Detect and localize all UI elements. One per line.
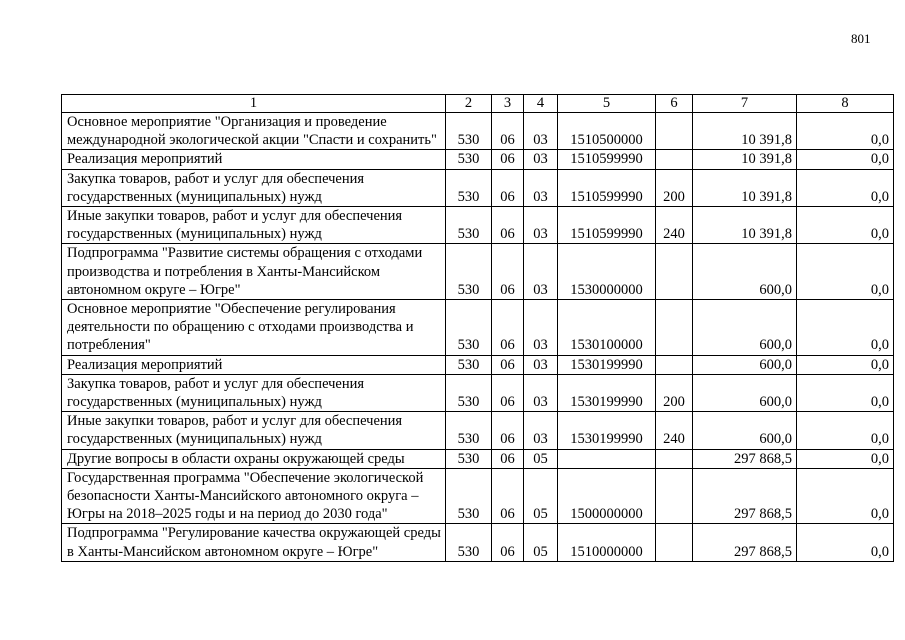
code-cell-6: 240 (656, 207, 693, 244)
code-cell-4: 03 (524, 150, 558, 169)
code-cell-4: 05 (524, 449, 558, 468)
row-name-cell: Иные закупки товаров, работ и услуг для обеспечения государственных (муниципальных) нужд (62, 412, 446, 449)
code-cell-3: 06 (492, 468, 524, 524)
code-cell-5: 1500000000 (558, 468, 656, 524)
row-name-cell: Государственная программа "Обеспечение экологической безопасности Ханты-Мансийского автономного округа – Югры на 2018–2025 годы и на период до 2030 года" (62, 468, 446, 524)
amount-cell-8: 0,0 (797, 524, 894, 561)
table-row (62, 524, 894, 561)
code-cell-3: 06 (492, 524, 524, 561)
code-cell-2: 530 (446, 113, 492, 150)
code-cell-5: 1530000000 (558, 244, 656, 300)
column-header: 6 (656, 95, 693, 113)
table-header-row (62, 95, 894, 113)
code-cell-3: 06 (492, 449, 524, 468)
amount-cell-7: 297 868,5 (693, 449, 797, 468)
code-cell-4: 03 (524, 244, 558, 300)
row-name-cell: Закупка товаров, работ и услуг для обеспечения государственных (муниципальных) нужд (62, 169, 446, 206)
code-cell-2: 530 (446, 150, 492, 169)
amount-cell-8: 0,0 (797, 374, 894, 411)
code-cell-3: 06 (492, 355, 524, 374)
table-row (62, 169, 894, 206)
code-cell-6 (656, 113, 693, 150)
code-cell-4: 03 (524, 374, 558, 411)
code-cell-4: 03 (524, 207, 558, 244)
column-header: 7 (693, 95, 797, 113)
code-cell-5: 1530100000 (558, 300, 656, 356)
code-cell-6 (656, 449, 693, 468)
page-number: 801 (851, 31, 871, 46)
code-cell-4: 03 (524, 412, 558, 449)
amount-cell-8: 0,0 (797, 150, 894, 169)
code-cell-2: 530 (446, 244, 492, 300)
code-cell-3: 06 (492, 113, 524, 150)
amount-cell-7: 600,0 (693, 355, 797, 374)
code-cell-6 (656, 524, 693, 561)
code-cell-3: 06 (492, 244, 524, 300)
code-cell-4: 03 (524, 113, 558, 150)
code-cell-4: 05 (524, 468, 558, 524)
amount-cell-8: 0,0 (797, 300, 894, 356)
code-cell-2: 530 (446, 468, 492, 524)
amount-cell-7: 600,0 (693, 244, 797, 300)
table-row (62, 113, 894, 150)
code-cell-5: 1510500000 (558, 113, 656, 150)
code-cell-6 (656, 355, 693, 374)
column-header: 3 (492, 95, 524, 113)
column-header: 8 (797, 95, 894, 113)
code-cell-3: 06 (492, 412, 524, 449)
amount-cell-8: 0,0 (797, 449, 894, 468)
code-cell-6 (656, 244, 693, 300)
column-header: 1 (62, 95, 446, 113)
row-name-cell: Закупка товаров, работ и услуг для обеспечения государственных (муниципальных) нужд (62, 374, 446, 411)
code-cell-2: 530 (446, 374, 492, 411)
table-row (62, 468, 894, 524)
amount-cell-8: 0,0 (797, 169, 894, 206)
amount-cell-8: 0,0 (797, 355, 894, 374)
code-cell-4: 03 (524, 169, 558, 206)
amount-cell-8: 0,0 (797, 412, 894, 449)
budget-table (61, 94, 894, 562)
code-cell-2: 530 (446, 300, 492, 356)
code-cell-6 (656, 468, 693, 524)
column-header: 4 (524, 95, 558, 113)
code-cell-2: 530 (446, 524, 492, 561)
code-cell-5 (558, 449, 656, 468)
amount-cell-8: 0,0 (797, 244, 894, 300)
amount-cell-7: 297 868,5 (693, 468, 797, 524)
code-cell-5: 1510599990 (558, 169, 656, 206)
code-cell-2: 530 (446, 355, 492, 374)
row-name-cell: Реализация мероприятий (62, 355, 446, 374)
code-cell-6 (656, 300, 693, 356)
table-row (62, 207, 894, 244)
column-header: 2 (446, 95, 492, 113)
code-cell-6 (656, 150, 693, 169)
code-cell-2: 530 (446, 412, 492, 449)
amount-cell-7: 10 391,8 (693, 169, 797, 206)
amount-cell-7: 297 868,5 (693, 524, 797, 561)
code-cell-2: 530 (446, 207, 492, 244)
amount-cell-7: 600,0 (693, 300, 797, 356)
code-cell-3: 06 (492, 207, 524, 244)
table-row (62, 374, 894, 411)
code-cell-3: 06 (492, 150, 524, 169)
code-cell-4: 03 (524, 300, 558, 356)
code-cell-6: 200 (656, 374, 693, 411)
amount-cell-8: 0,0 (797, 113, 894, 150)
column-header: 5 (558, 95, 656, 113)
amount-cell-7: 600,0 (693, 412, 797, 449)
code-cell-4: 03 (524, 355, 558, 374)
row-name-cell: Основное мероприятие "Организация и проведение международной экологической акции "Спасти и сохранить" (62, 113, 446, 150)
amount-cell-7: 10 391,8 (693, 207, 797, 244)
code-cell-4: 05 (524, 524, 558, 561)
code-cell-3: 06 (492, 300, 524, 356)
row-name-cell: Подпрограмма "Регулирование качества окружающей среды в Ханты-Мансийском автономном округе – Югре" (62, 524, 446, 561)
table-row (62, 150, 894, 169)
amount-cell-7: 10 391,8 (693, 113, 797, 150)
row-name-cell: Основное мероприятие "Обеспечение регулирования деятельности по обращению с отходами производства и потребления" (62, 300, 446, 356)
table-row (62, 244, 894, 300)
table-row (62, 300, 894, 356)
code-cell-5: 1510599990 (558, 207, 656, 244)
code-cell-6: 200 (656, 169, 693, 206)
code-cell-5: 1530199990 (558, 355, 656, 374)
amount-cell-7: 10 391,8 (693, 150, 797, 169)
amount-cell-8: 0,0 (797, 207, 894, 244)
row-name-cell: Иные закупки товаров, работ и услуг для обеспечения государственных (муниципальных) нужд (62, 207, 446, 244)
table-row (62, 412, 894, 449)
table-row (62, 355, 894, 374)
code-cell-5: 1510000000 (558, 524, 656, 561)
code-cell-5: 1530199990 (558, 412, 656, 449)
code-cell-3: 06 (492, 374, 524, 411)
amount-cell-8: 0,0 (797, 468, 894, 524)
code-cell-5: 1530199990 (558, 374, 656, 411)
code-cell-6: 240 (656, 412, 693, 449)
row-name-cell: Подпрограмма "Развитие системы обращения с отходами производства и потребления в Ханты-Мансийском автономном округе – Югре" (62, 244, 446, 300)
code-cell-3: 06 (492, 169, 524, 206)
row-name-cell: Другие вопросы в области охраны окружающей среды (62, 449, 446, 468)
code-cell-5: 1510599990 (558, 150, 656, 169)
code-cell-2: 530 (446, 449, 492, 468)
row-name-cell: Реализация мероприятий (62, 150, 446, 169)
code-cell-2: 530 (446, 169, 492, 206)
table-row (62, 449, 894, 468)
amount-cell-7: 600,0 (693, 374, 797, 411)
